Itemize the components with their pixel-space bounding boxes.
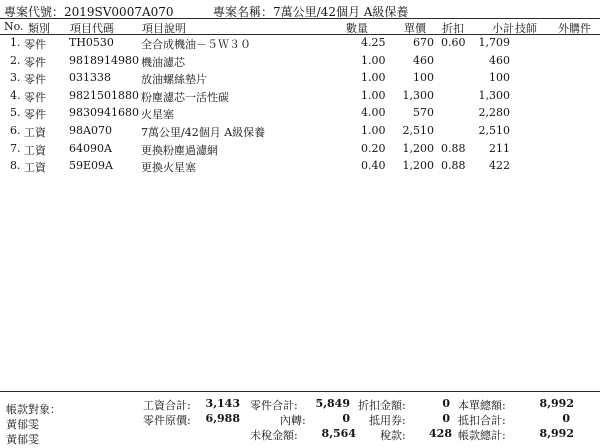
column-header-description: 項目說明 <box>142 22 186 35</box>
row-unit-price: 100 <box>413 71 434 85</box>
order-total-label: 本單總額: <box>458 399 506 412</box>
row-category: 零件 <box>24 108 46 122</box>
discount-amount-value: 0 <box>442 397 450 410</box>
row-number: 6. <box>10 124 21 137</box>
row-subtotal: 2,510 <box>478 124 510 137</box>
labor-total-value: 3,143 <box>205 397 240 410</box>
table-row <box>0 142 600 159</box>
table-row <box>0 36 600 53</box>
tax-value: 428 <box>429 427 452 440</box>
row-unit-price: 670 <box>413 36 434 49</box>
row-category: 零件 <box>24 38 46 51</box>
row-description: 全合成機油－５Ｗ３０ <box>141 38 251 51</box>
row-item-code: 64090A <box>69 141 112 155</box>
row-unit-price: 1,200 <box>402 159 434 173</box>
pretax-label: 未稅金額: <box>250 429 298 442</box>
row-qty: 4.25 <box>361 36 386 49</box>
row-qty: 1.00 <box>361 124 386 137</box>
project-name: 專案名稱：7萬公里/42個月 A級保養 <box>213 5 409 19</box>
billing-name-secondary: 黃郁雯 <box>6 433 39 446</box>
parts-original-value: 6,988 <box>205 412 240 425</box>
row-discount: 0.88 <box>441 159 466 173</box>
table-row <box>0 71 600 88</box>
row-category: 工資 <box>24 143 46 157</box>
account-total-value: 8,992 <box>539 427 574 440</box>
row-category: 零件 <box>24 73 46 87</box>
row-unit-price: 570 <box>413 106 434 120</box>
row-item-code: TH0530 <box>69 36 114 49</box>
header-divider <box>0 18 600 19</box>
column-header-discount: 折扣 <box>442 22 464 35</box>
row-description: 更換粉塵過濾網 <box>141 143 218 157</box>
row-description: 放油螺絲墊片 <box>141 73 207 87</box>
column-header-technician: 技師 <box>515 22 537 35</box>
row-number: 2. <box>10 53 21 67</box>
internal-value: 0 <box>342 412 350 425</box>
column-header-no: No. <box>4 20 24 33</box>
column-header-subtotal: 小計 <box>492 22 514 35</box>
row-unit-price: 2,510 <box>402 124 434 137</box>
row-unit-price: 460 <box>413 53 434 67</box>
labor-total-label: 工資合計: <box>143 399 191 412</box>
row-discount: 0.88 <box>441 141 466 155</box>
row-subtotal: 1,300 <box>478 88 510 102</box>
column-header-outsource: 外購件 <box>558 22 591 35</box>
column-header-divider <box>0 34 600 35</box>
row-item-code: 9830941680 <box>69 106 139 120</box>
row-subtotal: 2,280 <box>478 106 510 120</box>
table-row <box>0 124 600 141</box>
row-description: 粉塵濾芯一活性碳 <box>141 90 229 104</box>
account-total-label: 帳款總計: <box>458 429 506 442</box>
tax-label: 稅款: <box>380 429 406 442</box>
table-row <box>0 89 600 106</box>
offset-total-label: 抵扣合計: <box>458 414 506 427</box>
row-qty: 1.00 <box>361 88 386 102</box>
row-discount: 0.60 <box>441 36 466 49</box>
footer-divider <box>0 391 600 392</box>
discount-amount-label: 折扣金額: <box>358 399 406 412</box>
row-description: 7萬公里/42個月 A級保養 <box>141 126 266 139</box>
column-header-qty: 數量 <box>346 22 368 35</box>
row-subtotal: 211 <box>489 141 510 155</box>
offset-total-value: 0 <box>562 412 570 425</box>
row-number: 3. <box>10 71 21 85</box>
row-item-code: 9818914980 <box>69 53 139 67</box>
row-subtotal: 1,709 <box>478 36 510 49</box>
row-subtotal: 460 <box>489 53 510 67</box>
row-category: 零件 <box>24 55 46 69</box>
row-qty: 4.00 <box>361 106 386 120</box>
row-number: 7. <box>10 141 21 155</box>
project-code: 專案代號：2019SV0007A070 <box>4 5 174 19</box>
row-description: 更換火星塞 <box>141 161 196 175</box>
row-qty: 1.00 <box>361 71 386 85</box>
row-number: 4. <box>10 88 21 102</box>
column-header-item-code: 項目代碼 <box>70 22 114 35</box>
table-row <box>0 159 600 176</box>
parts-total-value: 5,849 <box>315 397 350 410</box>
column-header-category: 類別 <box>28 22 50 35</box>
table-row <box>0 106 600 123</box>
row-category: 工資 <box>24 126 46 139</box>
row-qty: 0.40 <box>361 159 386 173</box>
parts-total-label: 零件合計: <box>250 399 298 412</box>
pretax-value: 8,564 <box>321 427 356 440</box>
row-description: 火星塞 <box>141 108 174 122</box>
row-number: 8. <box>10 159 21 173</box>
row-subtotal: 422 <box>489 159 510 173</box>
row-item-code: 98A070 <box>69 124 112 137</box>
internal-label: 內轉: <box>280 414 306 427</box>
voucher-value: 0 <box>442 412 450 425</box>
row-unit-price: 1,300 <box>402 88 434 102</box>
row-category: 零件 <box>24 90 46 104</box>
row-description: 機油濾芯 <box>141 55 185 69</box>
row-item-code: 59E09A <box>69 159 113 173</box>
billing-name: 黃郁雯 <box>6 418 39 431</box>
row-unit-price: 1,200 <box>402 141 434 155</box>
row-number: 5. <box>10 106 21 120</box>
row-item-code: 031338 <box>69 71 111 85</box>
row-category: 工資 <box>24 161 46 175</box>
order-total-value: 8,992 <box>539 397 574 410</box>
table-row <box>0 54 600 71</box>
row-qty: 1.00 <box>361 53 386 67</box>
row-qty: 0.20 <box>361 141 386 155</box>
row-item-code: 9821501880 <box>69 88 139 102</box>
voucher-label: 抵用券: <box>369 414 406 427</box>
billing-label: 帳款對象： <box>6 403 61 416</box>
parts-original-label: 零件原價: <box>143 414 191 427</box>
row-number: 1. <box>10 36 21 49</box>
row-subtotal: 100 <box>489 71 510 85</box>
column-header-unit-price: 單價 <box>404 22 426 35</box>
